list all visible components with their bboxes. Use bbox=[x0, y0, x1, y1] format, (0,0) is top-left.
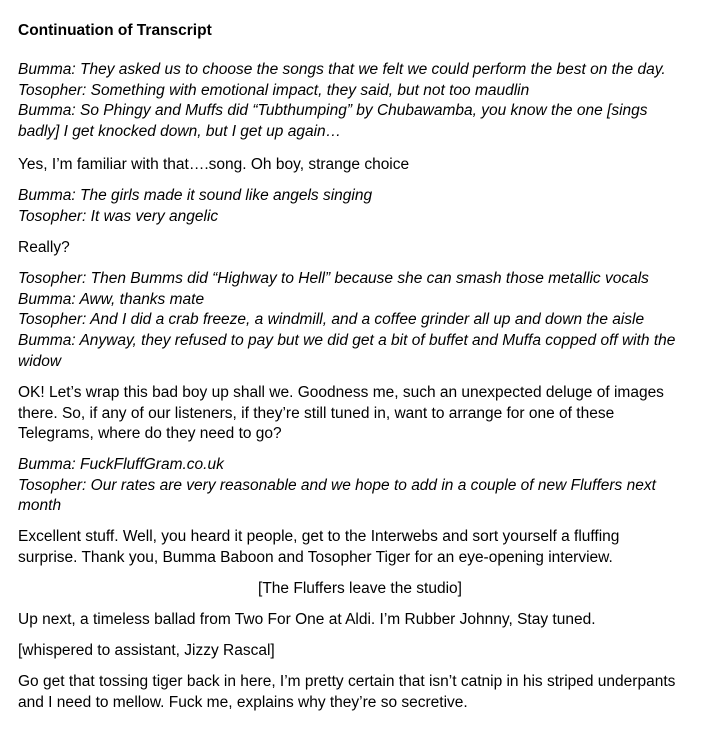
paragraph-line: Excellent stuff. Well, you heard it people, get to the Interwebs and sort yourself a fluffing bbox=[18, 528, 620, 545]
paragraph-line: Go get that tossing tiger back in here, I’m pretty certain that isn’t catnip in his striped underpants bbox=[18, 673, 676, 690]
dialogue-line: Tosopher: Our rates are very reasonable and we hope to add in a couple of new Fluffers next bbox=[18, 476, 656, 494]
dialogue-line: Bumma: FuckFluffGram.co.uk bbox=[18, 456, 224, 473]
dialogue-line: month bbox=[18, 497, 62, 515]
dialogue-block-2 bbox=[18, 186, 708, 227]
stage-direction bbox=[18, 579, 702, 600]
paragraph-line: Up next, a timeless ballad from Two For One at Aldi. I’m Rubber Johnny, Stay tuned. bbox=[18, 611, 596, 628]
host-paragraph-4 bbox=[18, 527, 708, 568]
paragraph-line: surprise. Thank you, Bumma Baboon and Tosopher Tiger for an eye-opening interview. bbox=[18, 548, 613, 566]
aside-note bbox=[18, 641, 708, 662]
dialogue-block-4 bbox=[18, 455, 708, 517]
host-paragraph-3 bbox=[18, 383, 708, 445]
aside-text: [whispered to assistant, Jizzy Rascal] bbox=[18, 642, 275, 659]
document-title: Continuation of Transcript bbox=[18, 22, 212, 39]
paragraph-line: OK! Let’s wrap this bad boy up shall we. Goodness me, such an unexpected deluge of images bbox=[18, 384, 664, 401]
host-paragraph-5 bbox=[18, 610, 708, 631]
dialogue-line: widow bbox=[18, 352, 62, 370]
paragraph-line: there. So, if any of our listeners, if they’re still tuned in, want to arrange for one of these bbox=[18, 404, 615, 422]
dialogue-line: Bumma: Aww, thanks mate bbox=[18, 290, 205, 308]
dialogue-line: Bumma: Anyway, they refused to pay but we did get a bit of buffet and Muffa copped off with the bbox=[18, 332, 676, 350]
host-paragraph-6 bbox=[18, 672, 708, 713]
dialogue-line: Bumma: They asked us to choose the songs that we felt we could perform the best on the day. bbox=[18, 61, 666, 78]
dialogue-line: Tosopher: Something with emotional impact, they said, but not too maudlin bbox=[18, 81, 530, 99]
dialogue-block-1 bbox=[18, 60, 708, 143]
dialogue-line: Tosopher: Then Bumms did “Highway to Hell” because she can smash those metallic vocals bbox=[18, 270, 649, 287]
dialogue-block-3 bbox=[18, 269, 708, 373]
paragraph-line: Telegrams, where do they need to go? bbox=[18, 425, 282, 443]
paragraph-line: and I need to mellow. Fuck me, explains why they’re so secretive. bbox=[18, 693, 468, 711]
stage-direction-text: [The Fluffers leave the studio] bbox=[258, 580, 462, 597]
dialogue-line: Tosopher: And I did a crab freeze, a windmill, and a coffee grinder all up and down the aisle bbox=[18, 311, 645, 329]
dialogue-line: Bumma: So Phingy and Muffs did “Tubthumping” by Chubawamba, you know the one [sings bbox=[18, 102, 648, 120]
dialogue-line: badly] I get knocked down, but I get up again… bbox=[18, 123, 342, 141]
host-paragraph-2 bbox=[18, 238, 708, 259]
host-paragraph-1 bbox=[18, 155, 708, 176]
dialogue-line: Bumma: The girls made it sound like angels singing bbox=[18, 187, 373, 204]
dialogue-line: Tosopher: It was very angelic bbox=[18, 207, 219, 225]
paragraph-line: Yes, I’m familiar with that….song. Oh boy, strange choice bbox=[18, 156, 410, 173]
paragraph-line: Really? bbox=[18, 239, 70, 256]
